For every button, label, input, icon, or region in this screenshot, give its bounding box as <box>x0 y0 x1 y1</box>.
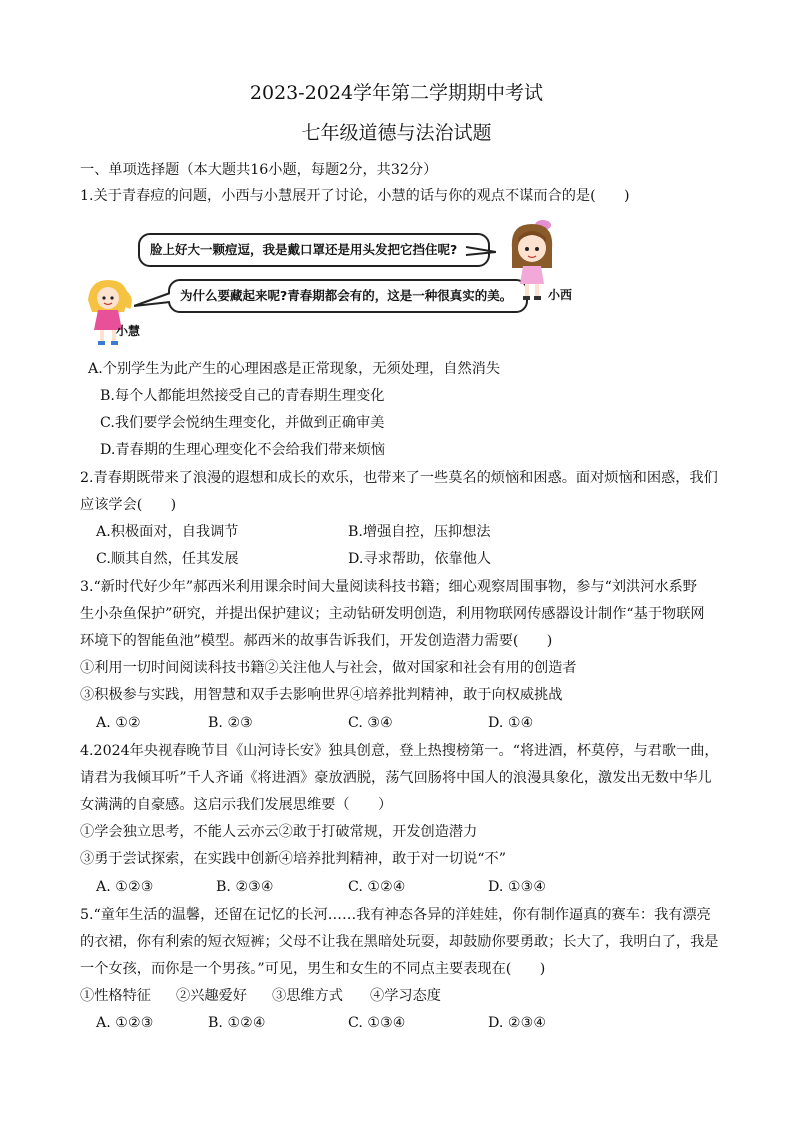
q5-stem-line3: 一个女孩，而你是一个男孩。”可见，男生和女生的不同点主要表现在( ) <box>80 961 546 977</box>
q1-option-a: A.个别学生为此产生的心理困惑是正常现象，无须处理，自然消失 <box>88 361 501 377</box>
q1-option-b: B.每个人都能坦然接受自己的青春期生理变化 <box>100 388 385 404</box>
q3-option-b: B. ②③ <box>208 715 253 731</box>
q1-stem: 1.关于青春痘的问题，小西与小慧展开了讨论，小慧的话与你的观点不谋而合的是( ) <box>80 188 630 204</box>
q4-option-d: D. ①③④ <box>488 879 547 895</box>
q4-option-b: B. ②③④ <box>216 879 274 895</box>
q1-option-c: C.我们要学会悦纳生理变化，并做到正确审美 <box>100 415 385 431</box>
q1-option-d: D.青春期的生理心理变化不会给我们带来烦恼 <box>100 442 385 458</box>
q3-option-c: C. ③④ <box>348 715 393 731</box>
name-xiaoxi: 小西 <box>548 288 573 302</box>
speech-bubble-bottom: 为什么要藏起来呢?青春期都会有的，这是一种很真实的美。 <box>168 279 528 313</box>
q3-stem-line1: 3.“新时代好少年”郝西米利用课余时间大量阅读科技书籍；细心观察周围事物，参与“刘洪河水系野 <box>80 579 697 595</box>
name-xiaohui: 小慧 <box>116 324 141 338</box>
bubble-tail-left <box>134 290 170 310</box>
q5-option-b: B. ①②④ <box>208 1015 266 1031</box>
q5-option-a: A. ①②③ <box>96 1015 154 1031</box>
q5-item-3: ③思维方式 <box>272 988 343 1004</box>
q2-option-c: C.顺其自然，任其发展 <box>96 551 239 567</box>
q3-option-d: D. ①④ <box>488 715 534 731</box>
q3-stem-line2: 生小杂鱼保护”研究，并提出保护建议；主动钻研发明创造，利用物联网传感器设计制作“基于物联网 <box>80 606 705 622</box>
speech-bubble-top: 脸上好大一颗痘逗，我是戴口罩还是用头发把它挡住呢? <box>138 233 490 267</box>
q5-item-4: ④学习态度 <box>370 988 441 1004</box>
q4-stem-line1: 4.2024年央视春晚节目《山河诗长安》独具创意，登上热搜榜第一。“将进酒，杯莫停，与君歌一曲， <box>80 743 719 759</box>
q3-option-a: A. ①② <box>96 715 141 731</box>
q4-items-line2: ③勇于尝试探索，在实践中创新④培养批判精神，敢于对一切说“不” <box>80 851 506 867</box>
q2-option-a: A.积极面对，自我调节 <box>96 524 239 540</box>
q4-items-line1: ①学会独立思考，不能人云亦云②敢于打破常规，开发创造潜力 <box>80 824 478 840</box>
q5-item-2: ②兴趣爱好 <box>176 988 247 1004</box>
exam-title: 2023-2024学年第二学期期中考试 <box>249 82 544 104</box>
q3-stem-line3: 环境下的智能鱼池”模型。郝西米的故事告诉我们，开发创造潜力需要( ) <box>80 633 553 649</box>
q4-stem-line2: 请君为我倾耳听”千人齐诵《将进酒》豪放洒脱，荡气回肠将中国人的浪漫具象化，激发出无数中华儿 <box>80 770 712 786</box>
bubble-tail-right <box>466 244 496 258</box>
q5-stem-line1: 5.“童年生活的温馨，还留在记忆的长河……我有神态各异的洋娃娃，你有制作逼真的赛车：我有漂亮 <box>80 907 711 923</box>
q3-items-line1: ①利用一切时间阅读科技书籍②关注他人与社会，做对国家和社会有用的创造者 <box>80 660 577 676</box>
q2-option-d: D.寻求帮助，依靠他人 <box>348 551 492 567</box>
q5-option-d: D. ②③④ <box>488 1015 547 1031</box>
section-heading: 一、单项选择题（本大题共16小题，每题2分，共32分） <box>80 162 438 178</box>
q5-stem-line2: 的衣裙，你有利索的短衣短裤；父母不让我在黑暗处玩耍，却鼓励你要勇敢；长大了，我明白了，我是 <box>80 934 719 950</box>
q5-option-c: C. ①③④ <box>348 1015 406 1031</box>
q5-item-1: ①性格特征 <box>80 988 151 1004</box>
q4-option-a: A. ①②③ <box>96 879 154 895</box>
q2-stem-line1: 2.青春期既带来了浪漫的遐想和成长的欢乐，也带来了一些莫名的烦恼和困惑。面对烦恼和困惑，我们 <box>80 470 718 486</box>
q3-items-line2: ③积极参与实践，用智慧和双手去影响世界④培养批判精神，敢于向权威挑战 <box>80 687 563 703</box>
q4-stem-line3: 女满满的自豪感。这启示我们发展思维要（ ） <box>80 797 393 813</box>
q2-option-b: B.增强自控，压抑想法 <box>348 524 491 540</box>
q4-option-c: C. ①②④ <box>348 879 406 895</box>
q2-stem-line2: 应该学会( ) <box>80 497 177 513</box>
exam-subtitle: 七年级道德与法治试题 <box>301 122 492 144</box>
